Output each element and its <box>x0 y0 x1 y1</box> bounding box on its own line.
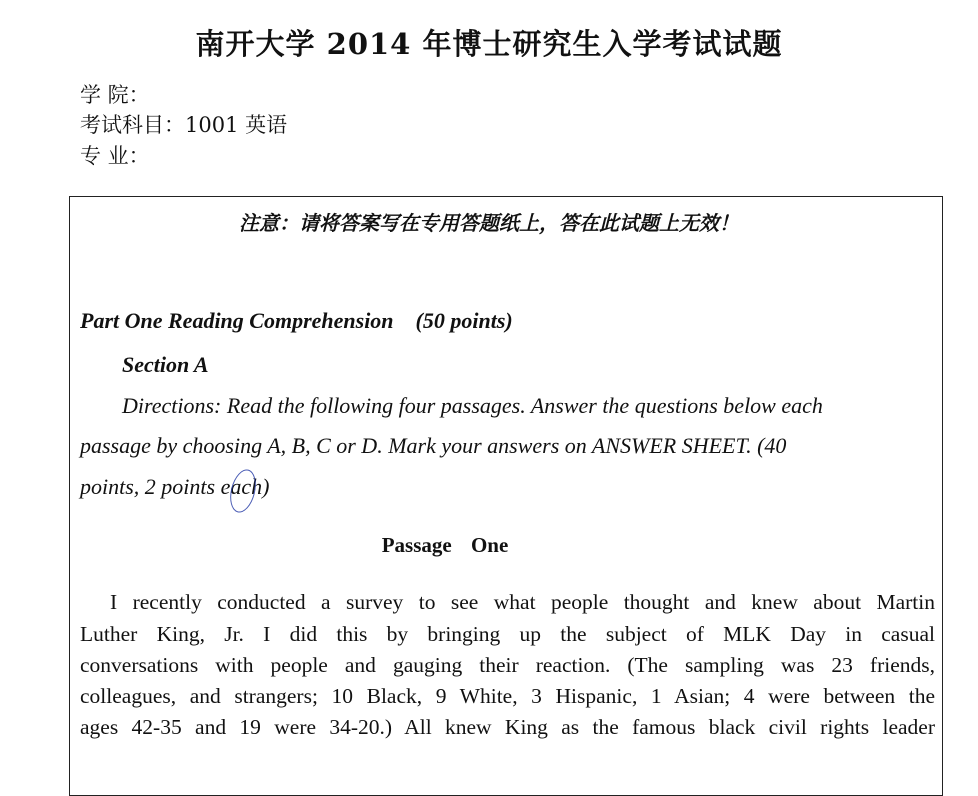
passage-line-1: I recently conducted a survey to see what people thought and knew about Martin <box>110 590 935 614</box>
directions-line-3: points, 2 points each) <box>80 474 270 499</box>
directions-line-2: passage by choosing A, B, C or D. Mark your answers on ANSWER SHEET. (40 <box>80 433 787 458</box>
major-field <box>80 143 180 169</box>
part-one-points: (50 points) <box>415 308 513 333</box>
passage-line-3: conversations with people and gauging their reaction. (The sampling was 23 friends, <box>80 653 935 677</box>
subject-value: 1001 英语 <box>185 113 288 137</box>
subject-field <box>80 112 287 138</box>
passage-line-4: colleagues, and strangers; 10 Black, 9 White, 3 Hispanic, 1 Asian; 4 were between the <box>80 684 935 708</box>
part-one-title: Part One Reading Comprehension <box>80 308 394 333</box>
part-one-heading <box>80 308 513 334</box>
exam-title: 南开大学 2014 年博士研究生入学考试试题 <box>195 27 783 61</box>
passage-line-5: ages 42-35 and 19 were 34-20.) All knew King as the famous black civil rights leader <box>80 715 935 739</box>
subject-label: 考试科目： <box>80 113 185 137</box>
passage-one-title: Passage One <box>381 533 509 557</box>
college-field <box>80 82 180 108</box>
section-a-heading: Section A <box>122 352 209 377</box>
major-label: 专 业： <box>80 144 150 168</box>
directions-line-1: Directions: Read the following four passages. Answer the questions below each <box>122 393 823 418</box>
passage-line-2: Luther King, Jr. I did this by bringing up the subject of MLK Day in casual <box>80 622 935 646</box>
answer-notice: 注意：请将答案写在专用答题纸上，答在此试题上无效！ <box>239 211 739 235</box>
college-label: 学 院： <box>80 83 150 107</box>
